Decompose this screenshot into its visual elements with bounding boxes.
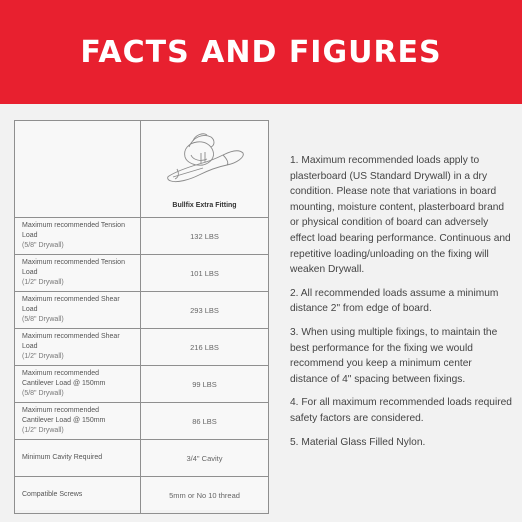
table-row	[15, 477, 269, 514]
row-label-line: Load	[22, 232, 38, 239]
row-label-sub: (1/2" Drywall)	[22, 427, 64, 434]
product-header-row	[15, 121, 269, 218]
row-label	[15, 292, 141, 329]
note-paragraph: 4. For all maximum recommended loads required safety factors are considered.	[290, 397, 512, 424]
row-value: 5mm or No 10 thread	[141, 477, 269, 514]
row-label-line: Maximum recommended Tension	[22, 222, 125, 229]
table-row	[15, 218, 269, 255]
row-label	[15, 477, 141, 514]
table-row	[15, 403, 269, 440]
page-title: FACTS AND FIGURES	[80, 35, 442, 70]
row-label-line: Load	[22, 306, 38, 313]
row-value: 3/4" Cavity	[141, 440, 269, 477]
row-value: 86 LBS	[141, 403, 269, 440]
specs-table	[14, 120, 269, 514]
row-value: 99 LBS	[141, 366, 269, 403]
row-label-line: Load	[22, 269, 38, 276]
notes-panel	[290, 153, 512, 458]
empty-header-cell	[15, 121, 141, 218]
row-label-line: Maximum recommended Shear	[22, 333, 120, 340]
row-label-line: Maximum recommended Shear	[22, 296, 120, 303]
table-row	[15, 292, 269, 329]
row-label	[15, 440, 141, 477]
row-label-sub: (5/8" Drywall)	[22, 242, 64, 249]
row-value: 132 LBS	[141, 218, 269, 255]
table-row	[15, 440, 269, 477]
table-row	[15, 255, 269, 292]
note-paragraph: 2. All recommended loads assume a minimum distance 2" from edge of board.	[290, 287, 499, 315]
header-banner	[0, 0, 522, 104]
note-paragraph: 5. Material Glass Filled Nylon.	[290, 436, 426, 448]
table-row	[15, 366, 269, 403]
table-row	[15, 329, 269, 366]
row-label	[15, 403, 141, 440]
bullfix-fitting-illustration	[163, 129, 247, 189]
row-value: 216 LBS	[141, 329, 269, 366]
row-label-sub: (5/8" Drywall)	[22, 390, 64, 397]
row-label	[15, 255, 141, 292]
row-label	[15, 366, 141, 403]
product-name: Bullfix Extra Fitting	[172, 202, 237, 209]
note-paragraph: 3. When using multiple fixings, to maintain the best performance for the fixing we would recommend you keep a minimum center distance of 4" spacing between fixings.	[290, 326, 498, 385]
row-label-line: Cantilever Load @ 150mm	[22, 380, 106, 387]
row-label-sub: (5/8" Drywall)	[22, 316, 64, 323]
row-label-line: Maximum recommended	[22, 407, 100, 414]
row-label-line: Cantilever Load @ 150mm	[22, 417, 106, 424]
row-value: 101 LBS	[141, 255, 269, 292]
row-label	[15, 329, 141, 366]
row-label-sub: (1/2" Drywall)	[22, 353, 64, 360]
row-label-line: Compatible Screws	[22, 491, 83, 498]
note-paragraph: 1. Maximum recommended loads apply to plasterboard (US Standard Drywall) in a dry condition. Please note that variations in board mounting, moisture content, plasterboard brand or physical condition of board can adversely effect load bearing performance. Continuous and repetitive loading/unloading on the fixing will weaken Drywall.	[290, 155, 511, 276]
row-label-sub: (1/2" Drywall)	[22, 279, 64, 286]
row-label-line: Load	[22, 343, 38, 350]
row-label	[15, 218, 141, 255]
row-value: 293 LBS	[141, 292, 269, 329]
specs-table-wrapper	[14, 120, 268, 510]
product-cell	[141, 121, 269, 218]
row-label-line: Maximum recommended	[22, 370, 100, 377]
row-label-line: Minimum Cavity Required	[22, 454, 103, 461]
row-label-line: Maximum recommended Tension	[22, 259, 125, 266]
